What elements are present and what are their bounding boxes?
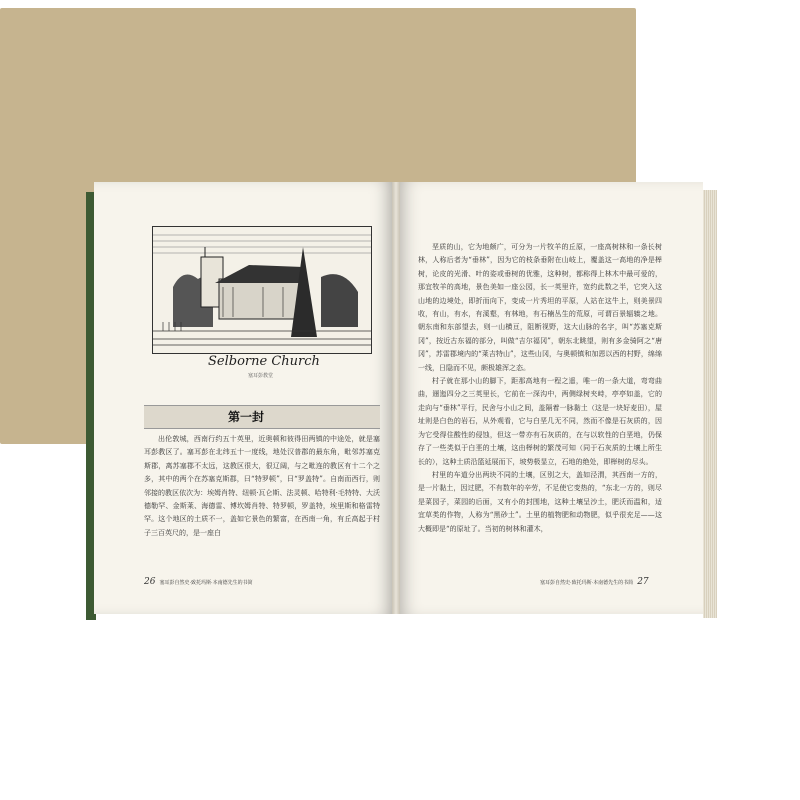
paragraph: 垩质的山，它为地颇广，可分为一片牧羊的丘原，一座高树林和一条长树林，人称后者为“垂林”，因为它的枝条垂附在山岐上，覆盖这一高地的净是榉树，论皮的光滑、叶的姿或垂树的优雅，这种树，都称得上林木中最可爱的，那宜牧羊的高地，景色美如一座公园，长一英里许，宽约此数之半，它突入这山地的边境处，即折而向下，变成一片秀坦的平原，人站在这牛上，则美景四收，有山，有水，有溪壑，有林地，有石楠丛生的荒原，可谓百景辐辏之地。朝东南和东部望去，则一山横亘，阻断视野，这大山脉的名字，叫“苏塞克斯冈”，按近古东福的部分，叫做“吉尔福冈”，朝东北眺望，则有多金骑阿之“唐冈”，苏雷郡境内的“莱吉特山”，这些山冈，与奥顿镇和加恩以西的村野，绵绵一线，日隐而不见，颇极雄浑之态。 bbox=[418, 243, 662, 372]
church-illustration bbox=[152, 226, 372, 354]
left-body-text bbox=[144, 433, 380, 540]
right-body-text bbox=[418, 241, 662, 536]
book-gutter bbox=[392, 182, 400, 614]
page-stack-edge bbox=[703, 190, 717, 618]
right-folio bbox=[540, 577, 649, 587]
running-head: 塞耳彭自然史·致托玛斯·本南德先生的书简 bbox=[540, 580, 634, 586]
paragraph: 村里的车道分出两块不同的土壤，区别之大，盖如泾渭，其西南一方的，是一片黏土，因过肥，不有数年的辛劳，不足使它变热的，“东北一方的，则尽是菜园子，菜园的后面，又有小的封围地，这种土壤呈沙土，肥沃而温和，适宜草类的作物，人称为“黑砂土”。土里的植物肥和动物肥，似乎很充足——这大概即是“的原址了。当初的树林和灌木， bbox=[418, 470, 662, 533]
paragraph: 出伦敦城，西南行约五十英里，近奥顿和彼得田两镇的中途处，就是塞耳彭教区了。塞耳彭在北纬五十一度线，地处汉普郡的最东角，毗邻苏塞克斯郡，离苏塞郡不太远，这教区很大，很辽阔，与之毗连的教区有十二个之多，其中的两个在苏塞克斯郡，曰“特罗顿”，曰“罗盖特”。自南而西行，则邻接的教区依次为：埃姆肖特、纽顿·瓦仑斯、法灵顿、哈特利·毛特特、大沃德勒罕、金斯莱、海德雷、博坎姆肖特、特罗顿，罗盖特，埃里斯和格雷特罕。这个地区的土质不一，盖如它景色的繁富，在西南一角，有丘高起于村子三百英尺的，是一座白 bbox=[144, 435, 380, 537]
letter-heading: 第一封 bbox=[228, 410, 265, 424]
page-number: 26 bbox=[144, 577, 156, 587]
left-folio bbox=[144, 577, 253, 587]
page-number: 27 bbox=[637, 577, 649, 587]
illustration-caption-chinese: 塞耳彭教堂 bbox=[248, 373, 274, 379]
illustration-caption-script: Selborne Church bbox=[208, 354, 320, 369]
paragraph: 村子就在那小山的脚下，距那高地有一程之遥，唯一的一条大道，弯弯曲曲，逦迤四分之三英里长，它前在一深沟中，两侧绿树夹峙，亭亭如盖，它的走向与“垂林”平行，民舍与小山之间，盖隔着一脉黏土（这是一块好麦田），屋址则是白色的岩石，从外观看，它与白垩几无不同，然而不像是石灰质的，因为它受得住酸性的侵蚀，但这一带亦有石灰质的，在与以软性的白垩地，仍保存了一些类似于白垩的土壤，这由榉树的繁茂可知（同于石灰质的土壤上所生长的），这种土质沿篮延展而下，坡势极显立，石地的绝处，即榉树的尽头。 bbox=[418, 377, 662, 466]
running-head: 塞耳彭自然史·致托玛斯·本南德先生的书简 bbox=[159, 580, 253, 586]
